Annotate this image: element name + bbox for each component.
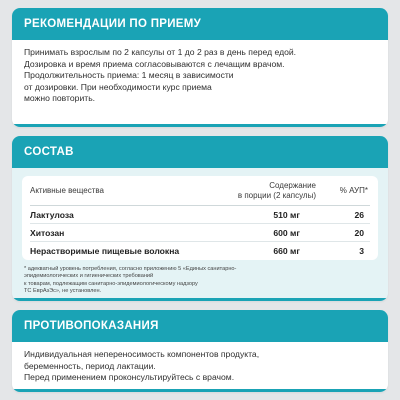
footnote-line: к товарам, подлежащим санитарно-эпидемиологическому надзору xyxy=(24,280,198,287)
table-row xyxy=(30,224,370,242)
dosage-line: от дозировки. При необходимости курс приема xyxy=(24,81,212,92)
composition-table xyxy=(22,176,378,260)
dosage-line: можно повторить. xyxy=(24,93,96,104)
dosage-line: Продолжительность приема: 1 месяц в зависимости xyxy=(24,70,234,81)
table-row xyxy=(30,206,370,224)
header-content xyxy=(180,181,320,201)
row-value: 600 мг xyxy=(273,227,300,238)
dosage-card xyxy=(12,8,388,127)
row-name: Нерастворимые пищевые волокна xyxy=(30,246,180,256)
row-name: Лактулоза xyxy=(30,209,74,220)
header-active: Активные вещества xyxy=(30,186,104,195)
contraindications-title: ПРОТИВОПОКАЗАНИЯ xyxy=(12,310,388,342)
row-percent: 20 xyxy=(354,227,364,238)
composition-accent-bar xyxy=(12,298,388,301)
table-row xyxy=(30,242,370,260)
contraindications-text xyxy=(12,342,388,384)
dosage-text xyxy=(12,40,388,105)
footnote-line: эпидемиологических и гигиенических требований xyxy=(24,273,154,280)
row-value: 510 мг xyxy=(273,209,300,220)
dosage-title: РЕКОМЕНДАЦИИ ПО ПРИЕМУ xyxy=(12,8,388,40)
composition-inner xyxy=(12,168,388,295)
contra-line: беременность, период лактации. xyxy=(24,360,156,371)
dosage-line: Принимать взрослым по 2 капсулы от 1 до 2 раз в день перед едой. xyxy=(24,47,297,57)
contraindications-accent-bar xyxy=(12,389,388,392)
header-content-line2: в порции (2 капсулы) xyxy=(237,190,316,200)
dosage-line: Дозировка и время приема согласовываются с лечащим врачом. xyxy=(24,58,285,69)
contra-line: Перед применением проконсультируйтесь с врачом. xyxy=(24,372,235,383)
contra-line: Индивидуальная непереносимость компонентов продукта, xyxy=(24,349,260,359)
footnote-line: ТС ЕврАзЭс», не установлен. xyxy=(24,287,102,294)
composition-table-header xyxy=(30,176,370,206)
composition-footnote xyxy=(22,260,378,295)
header-aup: % АУП* xyxy=(339,186,368,195)
row-percent: 26 xyxy=(354,209,364,220)
footnote-line: * адекватный уровень потребления, согласно приложению 5 «Единых санитарно- xyxy=(24,266,237,272)
row-percent: 3 xyxy=(359,246,364,256)
contraindications-card xyxy=(12,310,388,392)
header-content-line1: Содержание xyxy=(269,180,316,190)
composition-card xyxy=(12,136,388,301)
row-value: 660 мг xyxy=(273,246,300,256)
composition-title: СОСТАВ xyxy=(12,136,388,168)
row-name: Хитозан xyxy=(30,227,65,238)
dosage-accent-bar xyxy=(12,124,388,127)
